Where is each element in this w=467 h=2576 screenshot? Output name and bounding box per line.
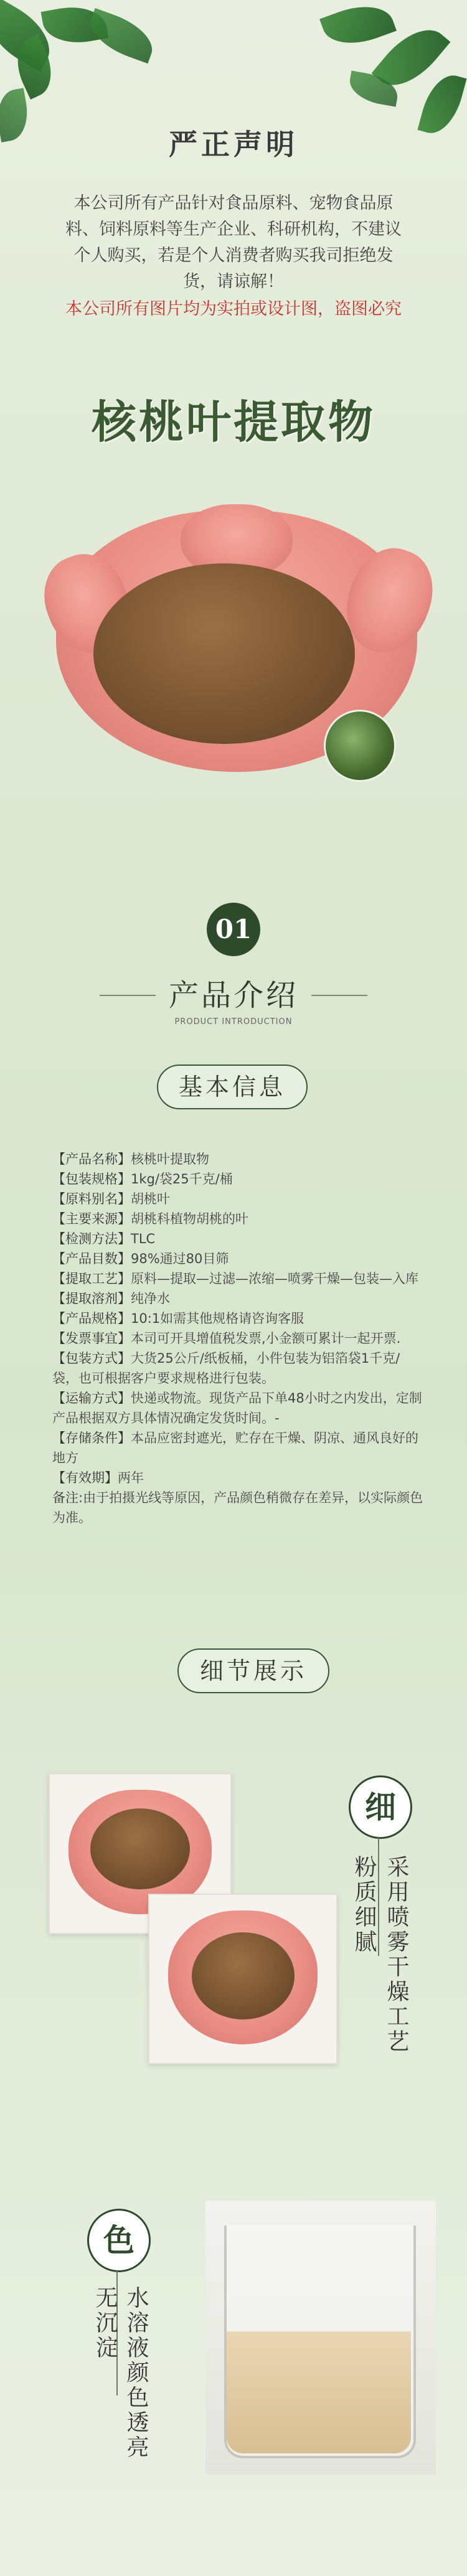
basic-info-heading: 基本信息 [157,1065,308,1109]
info-row-note: 备注:由于拍摄光线等原因，产品颜色稍微存在差异，以实际颜色为准。 [52,1490,423,1525]
divider-left [100,995,156,996]
color-text-sediment: 无沉淀 [92,2286,118,2361]
section-title: 产品介绍 [168,978,298,1013]
fine-icon: 细 [349,1775,412,1839]
divider-right [311,995,367,996]
product-name: 核桃叶提取物 [91,396,375,448]
basic-info-list [52,1149,426,1528]
info-row-storage: 【存储条件】本品应密封遮光，贮存在干燥、阴凉、通风良好的地方 [52,1431,418,1465]
info-row-spec: 【产品规格】10:1如需其他规格请咨询客服 [52,1311,304,1326]
fine-text-process: 采用喷雾干燥工艺 [384,1855,409,2054]
info-row-solvent: 【提取溶剂】纯净水 [52,1291,170,1306]
color-text-clarity: 水溶液颜色透亮 [123,2286,149,2460]
info-row-method: 【检测方法】TLC [52,1231,156,1246]
info-row-process: 【提取工艺】原料—提取—过滤—浓缩—喷雾干燥—包装—入库 [52,1271,418,1286]
info-row-shelf-life: 【有效期】两年 [52,1470,144,1485]
info-row-packing: 【包装方式】大货25公斤/纸板桶，小件包装为铝箔袋1千克/袋，也可根据客户要求规格进行包装。 [52,1351,400,1386]
notice-body: 本公司所有产品针对食品原料、宠物食品原料、饲料原料等生产企业、科研机构，不建议个人购买，若是个人消费者购买我司拒绝发货，请谅解！ [65,194,402,291]
section-subtitle: PRODUCT INTRODUCTION [174,1017,293,1027]
details-heading: 细节展示 [177,1648,329,1693]
fine-text-texture: 粉质细腻 [351,1855,377,1955]
notice-warning: 本公司所有图片均为实拍或设计图，盗图必究 [65,299,402,319]
info-row-invoice: 【发票事宜】本司可开具增值税发票,小金额可累计一起开票. [52,1331,401,1346]
section-number-badge: 01 [207,903,260,956]
solution-beaker-photo [205,2201,436,2475]
notice-title: 严正声明 [169,128,298,161]
walnut-leaf-icon [324,710,396,782]
info-row-package: 【包装规格】1kg/袋25千克/桶 [52,1172,233,1187]
info-row-shipping: 【运输方式】快递或物流。现货产品下单48小时之内发出，定制产品根据双方具体情况确定发货时间。- [52,1391,422,1426]
info-row-alias: 【原料别名】胡桃叶 [52,1192,170,1206]
info-row-name: 【产品名称】核桃叶提取物 [52,1152,209,1167]
color-icon: 色 [87,2209,151,2272]
info-row-mesh: 【产品目数】98%通过80目筛 [52,1251,229,1266]
fine-divider [378,1838,379,1956]
info-row-source: 【主要来源】胡桃科植物胡桃的叶 [52,1211,248,1226]
